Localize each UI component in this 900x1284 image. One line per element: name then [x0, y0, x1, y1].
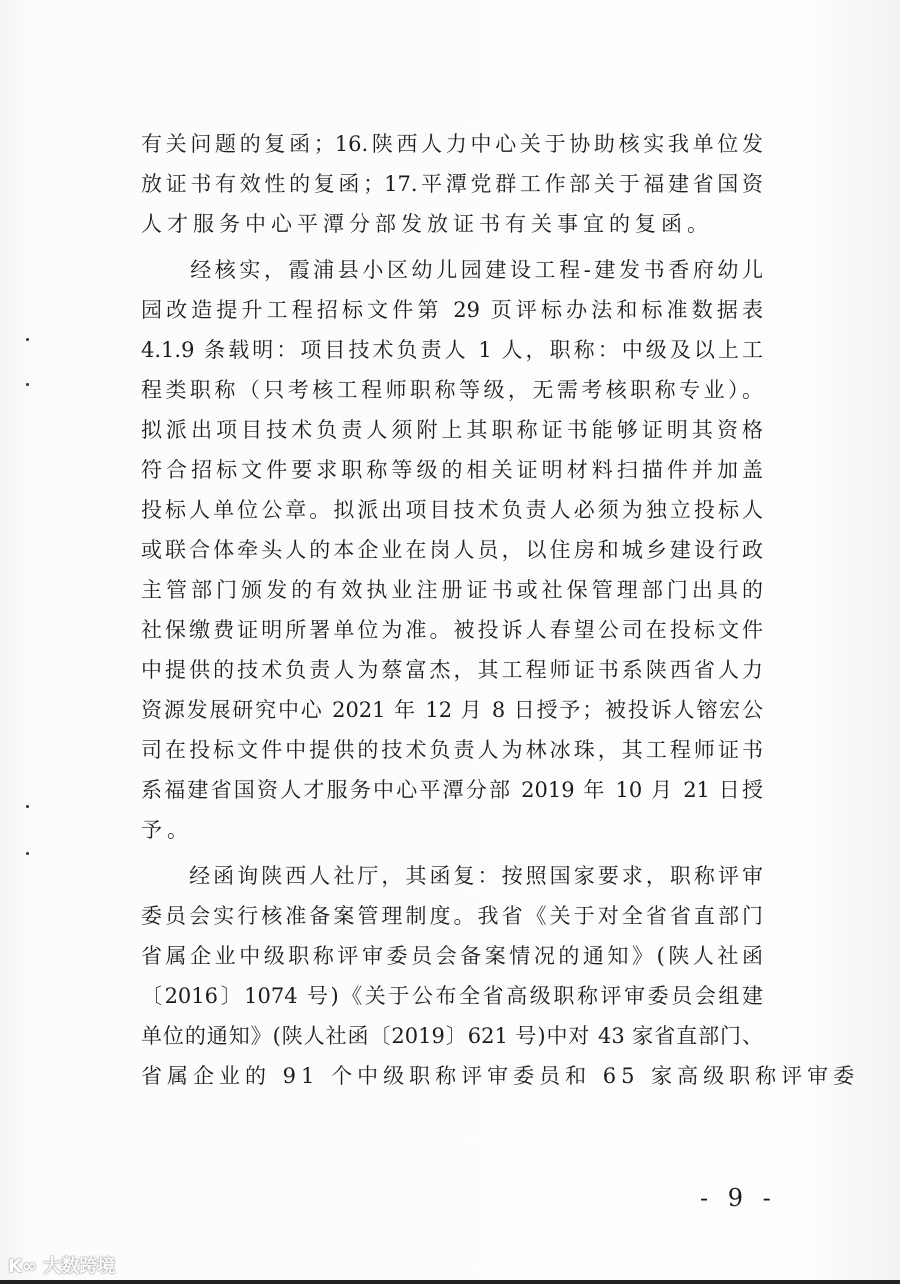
watermark-logo: K∞ 大数跨境: [8, 1256, 116, 1277]
text-line: 符合招标文件要求职称等级的相关证明材料扫描件并加盖: [141, 458, 763, 482]
document-body: [141, 124, 860, 1096]
text-line: 拟派出项目技术负责人须附上其职称证书能够证明其资格: [141, 418, 763, 442]
scan-speck: [26, 383, 29, 386]
text-line: 省属企业中级职称评审委员会备案情况的通知》(陕人社函: [141, 944, 763, 968]
paragraph: [141, 124, 763, 244]
text-line: 或联合体牵头人的本企业在岗人员，以住房和城乡建设行政: [141, 538, 763, 562]
text-line: 放证书有效性的复函；17.平潭党群工作部关于福建省国资: [141, 172, 763, 196]
text-line: 4.1.9 条载明：项目技术负责人 1 人，职称：中级及以上工: [141, 338, 763, 362]
text-line: 省属企业的 91 个中级职称评审委员和 65 家高级职称评审委: [141, 1064, 860, 1088]
scan-speck: [26, 852, 29, 855]
text-line: 社保缴费证明所署单位为准。被投诉人春望公司在投标文件: [141, 618, 763, 642]
text-line: 程类职称（只考核工程师职称等级，无需考核职称专业）。: [141, 378, 763, 402]
page-number: - 9 -: [700, 1184, 777, 1212]
page-edge: [0, 1280, 900, 1284]
text-line: 人才服务中心平潭分部发放证书有关事宜的复函。: [141, 212, 713, 236]
text-line: 园改造提升工程招标文件第 29 页评标办法和标准数据表: [141, 298, 763, 322]
text-line: 单位的通知》(陕人社函〔2019〕621 号)中对 43 家省直部门、: [141, 1024, 763, 1048]
text-line: 司在投标文件中提供的技术负责人为林冰珠，其工程师证书: [141, 738, 763, 762]
text-line: 经函询陕西人社厅，其函复：按照国家要求，职称评审: [141, 864, 763, 888]
text-line: 资源发展研究中心 2021 年 12 月 8 日授予；被投诉人镕宏公: [141, 698, 763, 722]
text-line: 系福建省国资人才服务中心平潭分部 2019 年 10 月 21 日授: [141, 778, 763, 802]
text-line: 〔2016〕1074 号)《关于公布全省高级职称评审委员会组建: [141, 984, 763, 1008]
text-line: 有关问题的复函；16.陕西人力中心关于协助核实我单位发: [141, 132, 763, 156]
text-line: 经核实，霞浦县小区幼儿园建设工程-建发书香府幼儿: [141, 258, 763, 282]
text-line: 委员会实行核准备案管理制度。我省《关于对全省省直部门: [141, 904, 763, 928]
text-line: 中提供的技术负责人为蔡富杰，其工程师证书系陕西省人力: [141, 658, 763, 682]
scan-speck: [26, 338, 29, 341]
text-line: 主管部门颁发的有效执业注册证书或社保管理部门出具的: [141, 578, 763, 602]
scan-speck: [26, 805, 29, 808]
paragraph: [141, 856, 860, 1096]
text-line: 投标人单位公章。拟派出项目技术负责人必须为独立投标人: [141, 498, 763, 522]
text-line: 予。: [141, 818, 193, 842]
paragraph: [141, 250, 763, 850]
